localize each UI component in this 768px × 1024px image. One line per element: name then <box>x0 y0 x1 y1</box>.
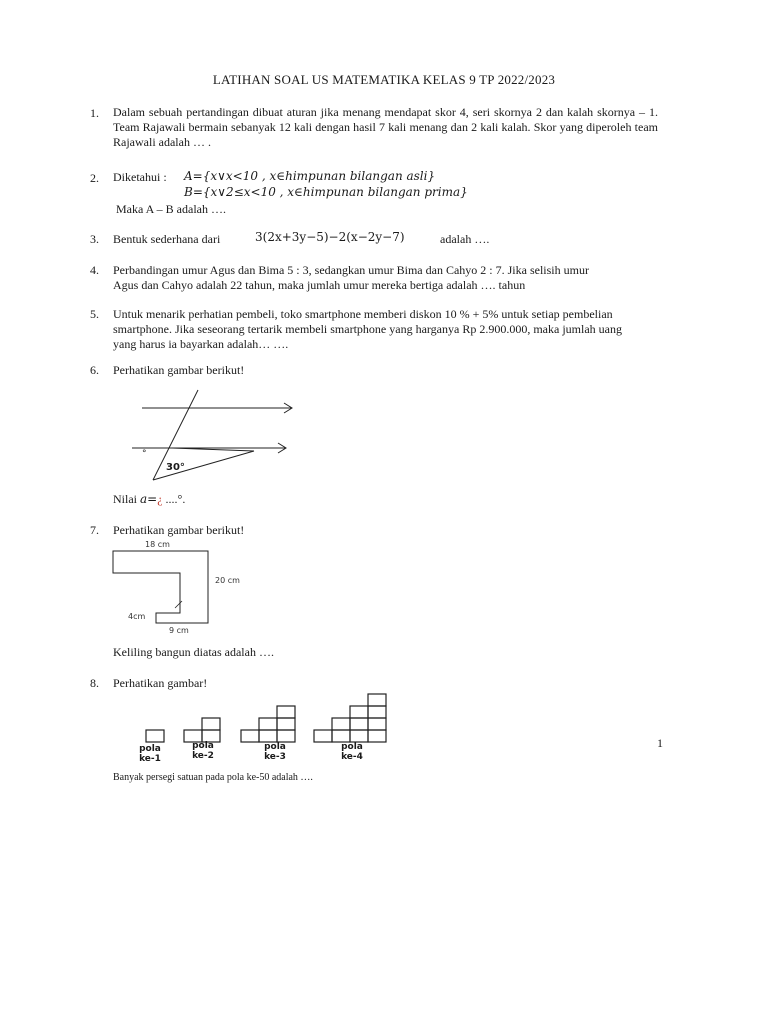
pattern-label-2: pola ke-2 <box>192 741 214 761</box>
dimension-marker <box>175 601 182 608</box>
question-number: 4. <box>90 263 99 277</box>
set-a-definition: A={x∨x<10 , x∈himpunan bilangan asli} <box>184 169 436 183</box>
unit-square <box>277 730 295 742</box>
given-label: Diketahui : <box>113 170 167 184</box>
unit-square <box>368 694 386 706</box>
square-pattern-figure <box>140 690 400 745</box>
unit-square <box>332 730 350 742</box>
unit-square <box>368 730 386 742</box>
angle-label: 30° <box>166 462 185 473</box>
question-text-line: Perbandingan umur Agus dan Bima 5 : 3, sedangkan umur Bima dan Cahyo 2 : 7. Jika selisih umur <box>113 263 589 277</box>
pattern-label-4: pola ke-4 <box>341 742 363 762</box>
parallel-lines-figure <box>120 385 310 485</box>
question-text: Dalam sebuah pertandingan dibuat aturan jika menang mendapat skor 4, seri skornya 2 dan kalah skornya – 1. Team Rajawali bermain sebanyak 12 kali dengan hasil 7 kali menang dan 2 kali kalah. Skor yang diperoleh team Rajawali adalah … . <box>113 105 658 149</box>
unit-square <box>314 730 332 742</box>
question-text: Maka A – B adalah …. <box>116 202 226 216</box>
dimension-top: 18 cm <box>145 540 170 549</box>
small-angle-label: ° <box>142 449 147 459</box>
answer-line <box>113 492 185 507</box>
algebra-expression: 3(2x+3y−5)−2(x−2y−7) <box>255 230 405 244</box>
unit-square <box>368 706 386 718</box>
unit-square <box>259 718 277 730</box>
question-text-line: Agus dan Cahyo adalah 22 tahun, maka jumlah umur mereka bertiga adalah …. tahun <box>113 278 526 292</box>
answer-prefix: Nilai <box>113 492 137 506</box>
question-text: Banyak persegi satuan pada pola ke-50 adalah …. <box>113 772 313 783</box>
question-number: 1. <box>90 106 99 120</box>
question-text: Perhatikan gambar berikut! <box>113 363 245 377</box>
unit-square <box>241 730 259 742</box>
question-text: Perhatikan gambar! <box>113 676 208 690</box>
question-text-end: adalah …. <box>440 232 490 246</box>
question-text-line: yang harus ia bayarkan adalah… …. <box>113 337 289 351</box>
question-number: 3. <box>90 232 99 246</box>
unit-square <box>350 718 368 730</box>
question-number: 8. <box>90 676 99 690</box>
unit-square <box>146 730 164 742</box>
l-shape-figure <box>108 548 248 638</box>
pattern-label-1: pola ke-1 <box>139 744 161 764</box>
dimension-bottom: 9 cm <box>169 626 189 635</box>
page-title: LATIHAN SOAL US MATEMATIKA KELAS 9 TP 2022/2023 <box>212 72 556 87</box>
question-number: 7. <box>90 523 99 537</box>
unit-square <box>332 718 350 730</box>
dimension-left: 4cm <box>128 612 146 621</box>
page-number: 1 <box>657 736 663 750</box>
answer-suffix: ....°. <box>165 492 186 506</box>
unit-square <box>202 718 220 730</box>
unit-square <box>350 730 368 742</box>
pattern-label-3: pola ke-3 <box>264 742 286 762</box>
question-number: 6. <box>90 363 99 377</box>
answer-mark: ¿ <box>157 492 163 506</box>
unit-square <box>368 718 386 730</box>
question-text: Keliling bangun diatas adalah …. <box>113 645 274 659</box>
unit-square <box>277 706 295 718</box>
unit-square <box>259 730 277 742</box>
question-number: 2. <box>90 171 99 185</box>
question-text: Perhatikan gambar berikut! <box>113 523 245 537</box>
unit-square <box>350 706 368 718</box>
question-text: Bentuk sederhana dari <box>113 232 221 246</box>
question-text-line: smartphone. Jika seseorang tertarik membeli smartphone yang harganya Rp 2.900.000, maka jumlah uang <box>113 322 622 336</box>
question-text-line: Untuk menarik perhatian pembeli, toko smartphone memberi diskon 10 % + 5% untuk setiap pembelian <box>113 307 613 321</box>
set-b-definition: B={x∨2≤x<10 , x∈himpunan bilangan prima} <box>184 185 468 199</box>
question-number: 5. <box>90 307 99 321</box>
dimension-right: 20 cm <box>215 576 240 585</box>
unit-square <box>277 718 295 730</box>
answer-variable: a= <box>140 492 158 506</box>
